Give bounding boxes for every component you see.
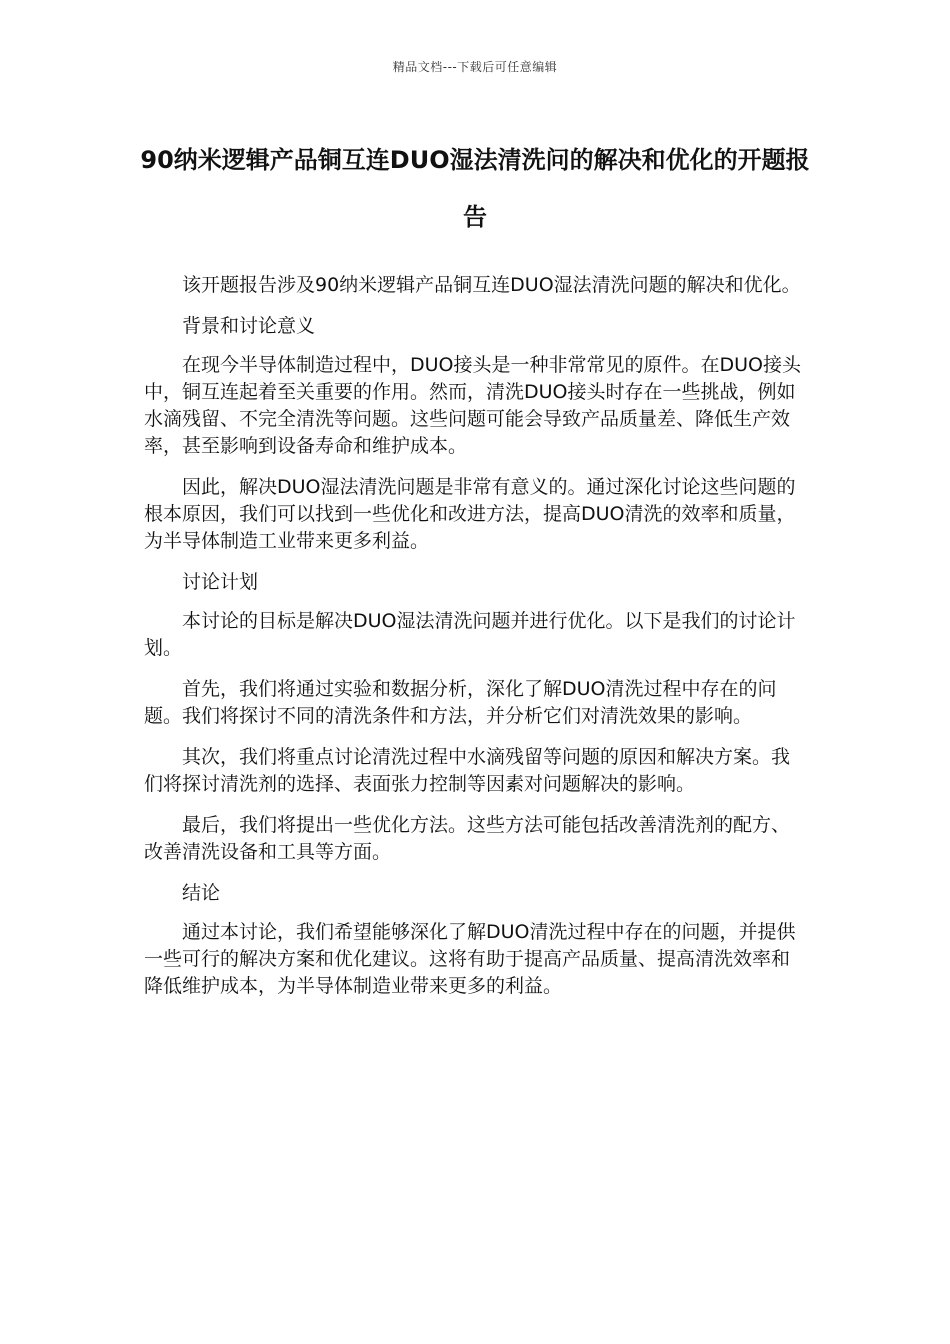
section-heading-conclusion: 结论 — [182, 882, 221, 904]
document-body — [144, 272, 808, 1014]
document-title: 90纳米逻辑产品铜互连DUO湿法清洗问的解决和优化的开题报告 — [140, 146, 810, 231]
page-header: 精品文档---下载后可任意编辑 — [392, 60, 558, 74]
body-paragraph: 通过本讨论，我们希望能够深化了解DUO清洗过程中存在的问题，并提供一些可行的解决方案和优化建议。这将有助于提高产品质量、提高清洗效率和降低维护成本，为半导体制造业带来更多的利益。 — [144, 921, 796, 997]
intro-paragraph: 该开题报告涉及90纳米逻辑产品铜互连DUO湿法清洗问题的解决和优化。 — [182, 274, 801, 296]
body-paragraph: 本讨论的目标是解决DUO湿法清洗问题并进行优化。以下是我们的讨论计划。 — [144, 610, 796, 659]
body-paragraph: 因此，解决DUO湿法清洗问题是非常有意义的。通过深化讨论这些问题的根本原因，我们可以找到一些优化和改进方法，提高DUO清洗的效率和质量，为半导体制造工业带来更多利益。 — [144, 476, 796, 552]
body-paragraph: 最后，我们将提出一些优化方法。这些方法可能包括改善清洗剂的配方、改善清洗设备和工具等方面。 — [144, 814, 791, 863]
body-paragraph: 其次，我们将重点讨论清洗过程中水滴残留等问题的原因和解决方案。我们将探讨清洗剂的选择、表面张力控制等因素对问题解决的影响。 — [144, 746, 791, 795]
section-heading-plan: 讨论计划 — [182, 571, 259, 593]
section-heading-background: 背景和讨论意义 — [182, 315, 316, 337]
body-paragraph: 首先，我们将通过实验和数据分析，深化了解DUO清洗过程中存在的问题。我们将探讨不同的清洗条件和方法，并分析它们对清洗效果的影响。 — [144, 678, 777, 727]
body-paragraph: 在现今半导体制造过程中，DUO接头是一种非常常见的原件。在DUO接头中，铜互连起着至关重要的作用。然而，清洗DUO接头时存在一些挑战，例如水滴残留、不完全清洗等问题。这些问题可能会导致产品质量差、降低生产效率，甚至影响到设备寿命和维护成本。 — [144, 354, 801, 457]
